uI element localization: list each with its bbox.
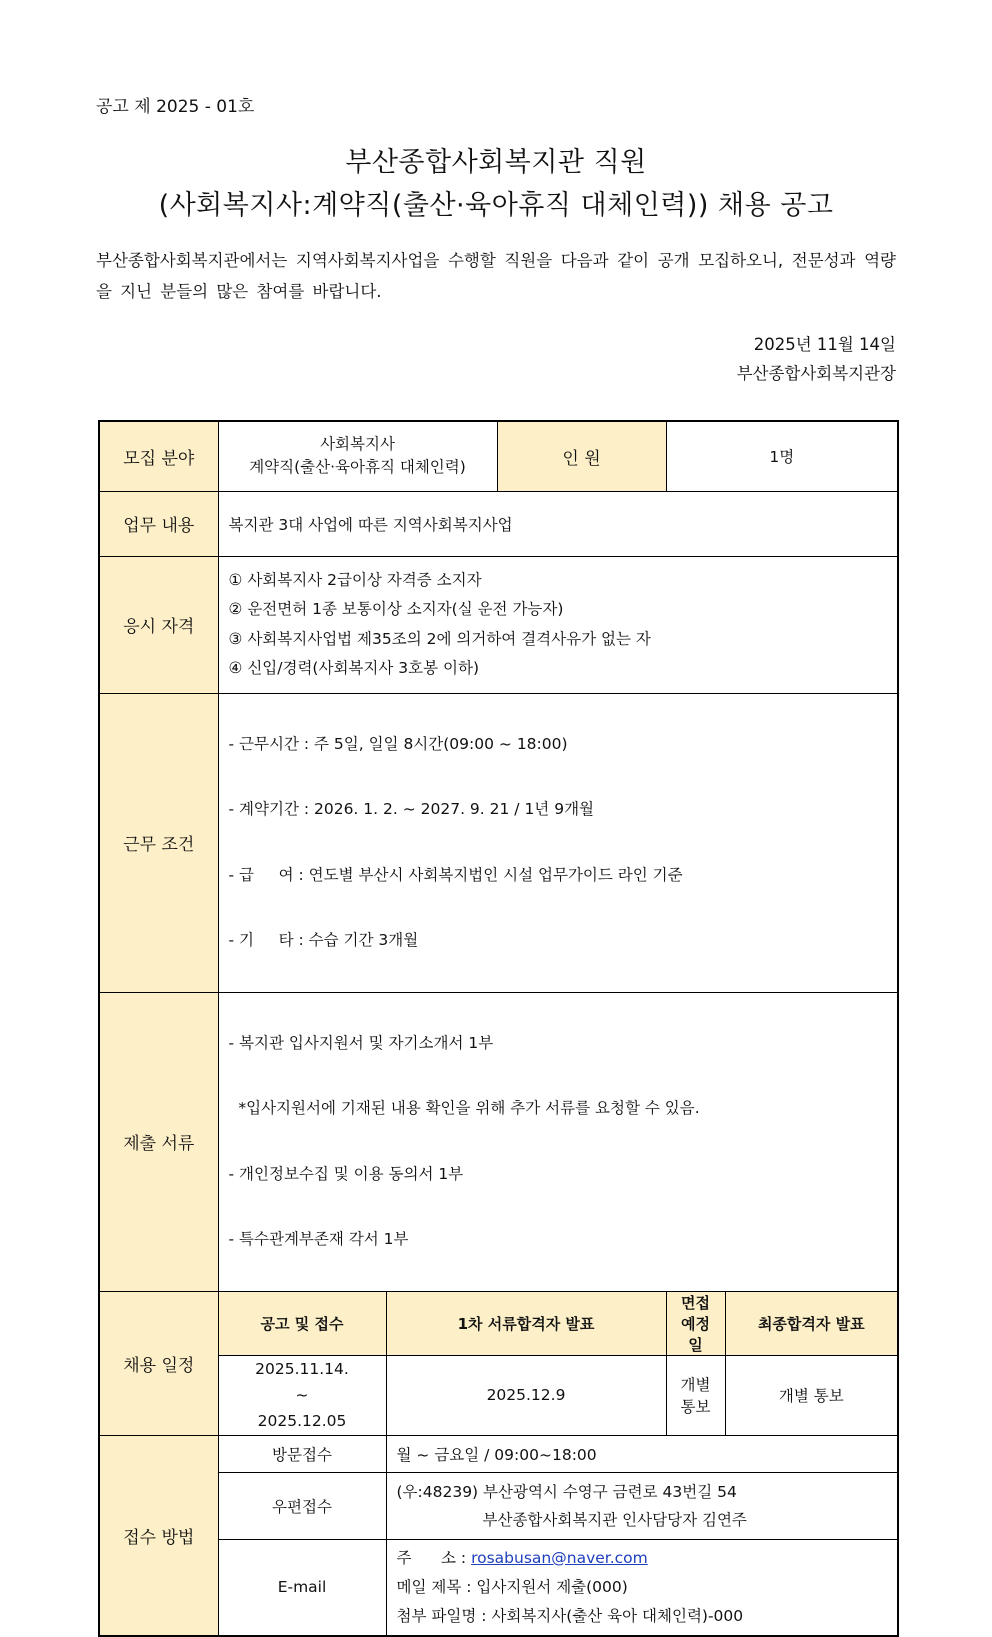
- email-attachment: 첨부 파일명 : 사회복지사(출산 육아 대체인력)-000: [396, 1606, 744, 1625]
- schedule-final: 개별 통보: [725, 1355, 898, 1435]
- recruit-field-label: 모집 분야: [99, 421, 218, 491]
- recruit-field-line1: 사회복지사: [320, 435, 395, 454]
- page-title-line1: 부산종합사회복지관 직원: [345, 147, 647, 178]
- email-address-line: [397, 1544, 888, 1573]
- recruit-field-value: [218, 421, 497, 491]
- row-schedule-values: [99, 1355, 898, 1435]
- schedule-period-start: 2025.11.14.: [255, 1360, 349, 1378]
- email-value: [386, 1539, 898, 1636]
- email-address-link[interactable]: rosabusan@naver.com: [471, 1548, 648, 1567]
- duties-value: 복지관 3대 사업에 따른 지역사회복지사업: [218, 491, 898, 556]
- row-email: [99, 1539, 898, 1636]
- issue-info: [737, 330, 896, 388]
- list-item: *입사지원서에 기재된 내용 확인을 위해 추가 서류를 요청할 수 있음.: [228, 1099, 700, 1117]
- recruit-field-line2: 계약직(출산·육아휴직 대체인력): [249, 458, 466, 477]
- list-item: - 근무시간 : 주 5일, 일일 8시간(09:00 ~ 18:00): [228, 734, 568, 753]
- row-duties: [99, 491, 898, 556]
- row-documents: [99, 992, 898, 1291]
- issue-date: 2025년 11월 14일: [753, 335, 896, 354]
- list-item: - 복지관 입사지원서 및 자기소개서 1부: [228, 1033, 494, 1052]
- list-item: ③ 사회복지사업법 제35조의 2에 의거하여 결격사유가 없는 자: [228, 629, 651, 648]
- schedule-period-end: 2025.12.05: [257, 1412, 347, 1430]
- row-qualifications: [99, 556, 898, 693]
- row-conditions: [99, 693, 898, 992]
- page-title-line2: (사회복지사:계약직(출산·육아휴직 대체인력)) 채용 공고: [158, 190, 834, 221]
- schedule-period-tilde: ~: [295, 1386, 309, 1404]
- list-item: - 개인정보수집 및 이용 동의서 1부: [228, 1164, 464, 1183]
- issuer: 부산종합사회복지관장: [736, 364, 896, 383]
- email-subject: 메일 제목 : 입사지원서 제출(000): [396, 1577, 628, 1596]
- schedule-label: 채용 일정: [99, 1291, 218, 1435]
- documents-list: [218, 992, 898, 1291]
- headcount-label: 인 원: [497, 421, 666, 491]
- list-item: ① 사회복지사 2급이상 자격증 소지자: [228, 570, 482, 589]
- notice-number: 공고 제 2025 - 01호: [96, 97, 255, 117]
- email-label: E-mail: [218, 1539, 386, 1636]
- mail-line1: (우:48239) 부산광역시 수영구 금련로 43번길 54: [396, 1482, 737, 1501]
- list-item: - 계약기간 : 2026. 1. 2. ~ 2027. 9. 21 / 1년 9개월: [228, 800, 595, 818]
- mail-value: [386, 1472, 898, 1539]
- schedule-first-result: 2025.12.9: [386, 1355, 666, 1435]
- list-item: ④ 신입/경력(사회복지사 3호봉 이하): [228, 659, 480, 677]
- visit-value: 월 ~ 금요일 / 09:00~18:00: [386, 1435, 898, 1472]
- schedule-header-interview: 면접 예정일: [666, 1291, 725, 1355]
- qualifications-label: 응시 자격: [99, 556, 218, 693]
- row-recruit-field: [99, 421, 898, 491]
- visit-label: 방문접수: [218, 1435, 386, 1472]
- schedule-header-first-result: 1차 서류합격자 발표: [386, 1291, 666, 1355]
- schedule-header-posting: 공고 및 접수: [218, 1291, 386, 1355]
- schedule-header-final: 최종합격자 발표: [725, 1291, 898, 1355]
- row-visit: [99, 1435, 898, 1472]
- row-schedule-header: [99, 1291, 898, 1355]
- headcount-value: 1명: [666, 421, 898, 491]
- list-item: - 특수관계부존재 각서 1부: [228, 1230, 409, 1248]
- duties-label: 업무 내용: [99, 491, 218, 556]
- recruitment-table: [98, 420, 899, 1637]
- mail-line2: 부산종합사회복지관 인사담당자 김연주: [482, 1510, 747, 1529]
- intro-paragraph: 부산종합사회복지관에서는 지역사회복지사업을 수행할 직원을 다음과 같이 공개 모집하오니, 전문성과 역량을 지닌 분들의 많은 참여를 바랍니다.: [96, 251, 896, 301]
- list-item: ② 운전면허 1종 보통이상 소지자(실 운전 가능자): [228, 600, 564, 618]
- list-item: - 급 여 : 연도별 부산시 사회복지법인 시설 업무가이드 라인 기준: [228, 865, 683, 884]
- mail-label: 우편접수: [218, 1472, 386, 1539]
- documents-label: 제출 서류: [99, 992, 218, 1291]
- application-label: 접수 방법: [99, 1435, 218, 1636]
- list-item: - 기 타 : 수습 기간 3개월: [228, 931, 419, 949]
- schedule-period: [218, 1355, 386, 1435]
- row-mail: [99, 1472, 898, 1539]
- conditions-label: 근무 조건: [99, 693, 218, 992]
- qualifications-list: [218, 556, 898, 693]
- schedule-interview: 개별 통보: [666, 1355, 725, 1435]
- conditions-list: [218, 693, 898, 992]
- email-address-label: 주 소 :: [396, 1548, 472, 1567]
